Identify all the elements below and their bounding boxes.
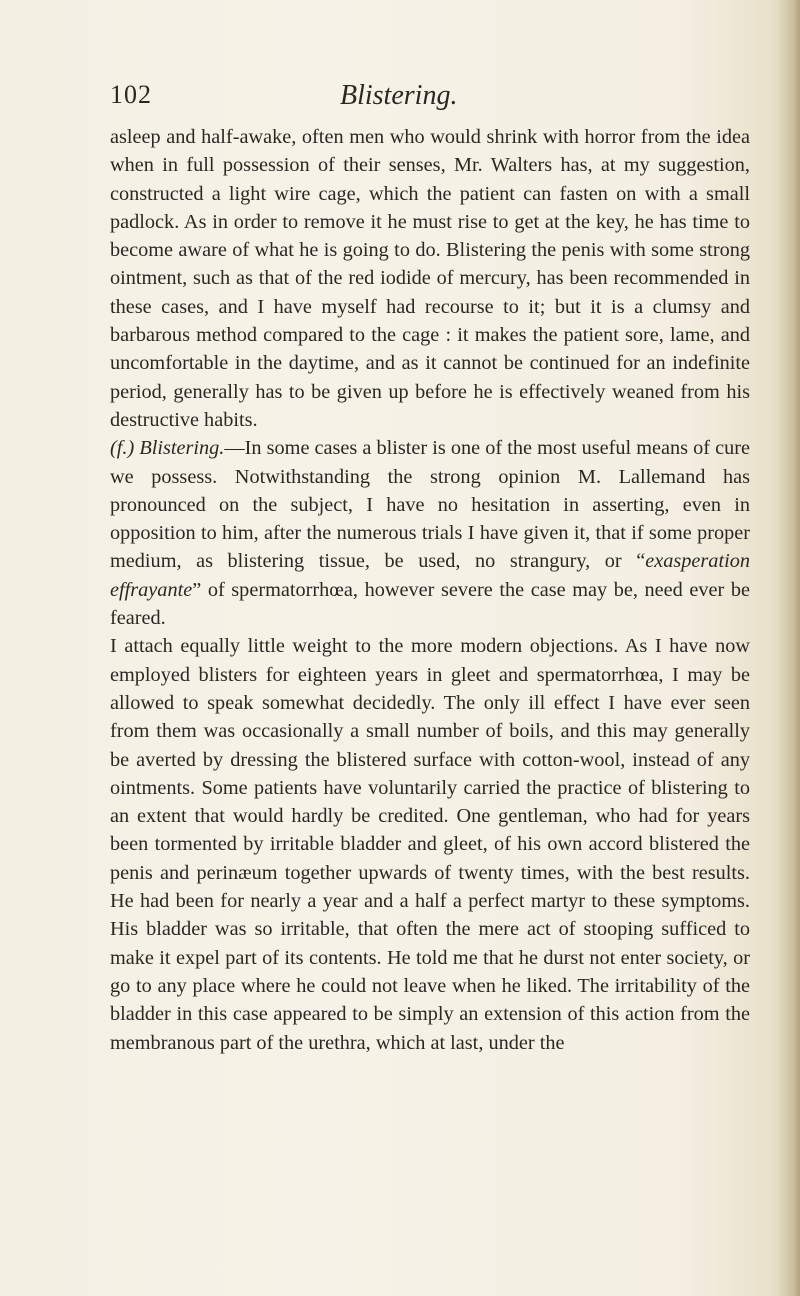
body-text (110, 123, 750, 1057)
section-heading: Blistering. (139, 437, 225, 460)
paragraph-2-text-b: ” of spermatorrhœa, however severe the case may be, need ever be feared. (110, 578, 750, 630)
paragraph-1: asleep and half-awake, often men who would shrink with horror from the idea when in full possession of their senses, Mr. Walters has, at my suggestion, constructed a light wire cage, which the patient can fasten on with a small padlock. As in order to remove it he must rise to get at the key, he has time to become aware of what he is going to do. Blistering the penis with some strong ointment, such as that of the red iodide of mercury, has been recommended in these cases, and I have myself had recourse to it; but it is a clumsy and barbarous method compared to the cage : it makes the patient sore, lame, and uncomfortable in the daytime, and as it cannot be continued for an indefinite period, generally has to be given up before he is effectively weaned from his destructive habits. (110, 126, 750, 431)
section-label: (f.) (110, 437, 135, 460)
page-number: 102 (110, 80, 152, 109)
page-header (110, 80, 750, 120)
paragraph-2-text-a: —In some cases a blister is one of the most useful means of cure we possess. Notwithstanding the strong opinion M. Lallemand has pronounced on the subject, I have no hesitation in asserting, even in opposition to him, after the numerous trials I have given it, that if some proper medium, as blistering tissue, be used, no strangury, or “ (110, 437, 751, 573)
paragraph-2 (110, 434, 750, 632)
paragraph-3: I attach equally little weight to the more modern objections. As I have now employed blisters for eighteen years in gleet and spermatorrhœa, I may be allowed to speak somewhat decidedly. The only ill effect I have ever seen from them was occasionally a small number of boils, and this may generally be averted by dressing the blistered surface with cotton-wool, instead of any ointments. Some patients have voluntarily carried the practice of blistering to an extent that would hardly be credited. One gentleman, who had for years been tormented by irritable bladder and gleet, of his own accord blistered the penis and perinæum together upwards of twenty times, with the best results. He had been for nearly a year and a half a perfect martyr to these symptoms. His bladder was so irritable, that often the mere act of stooping sufficed to make it expel part of its contents. He told me that he durst not enter society, or go to any place where he could not leave when he liked. The irritability of the bladder in this case appeared to be simply an extension of this action from the membranous part of the urethra, which at last, under the (110, 635, 750, 1054)
paragraph-2-italic-phrase: exasperation effrayante (110, 550, 750, 601)
running-title: Blistering. (340, 80, 458, 111)
page-edge-shadow (778, 0, 800, 1296)
